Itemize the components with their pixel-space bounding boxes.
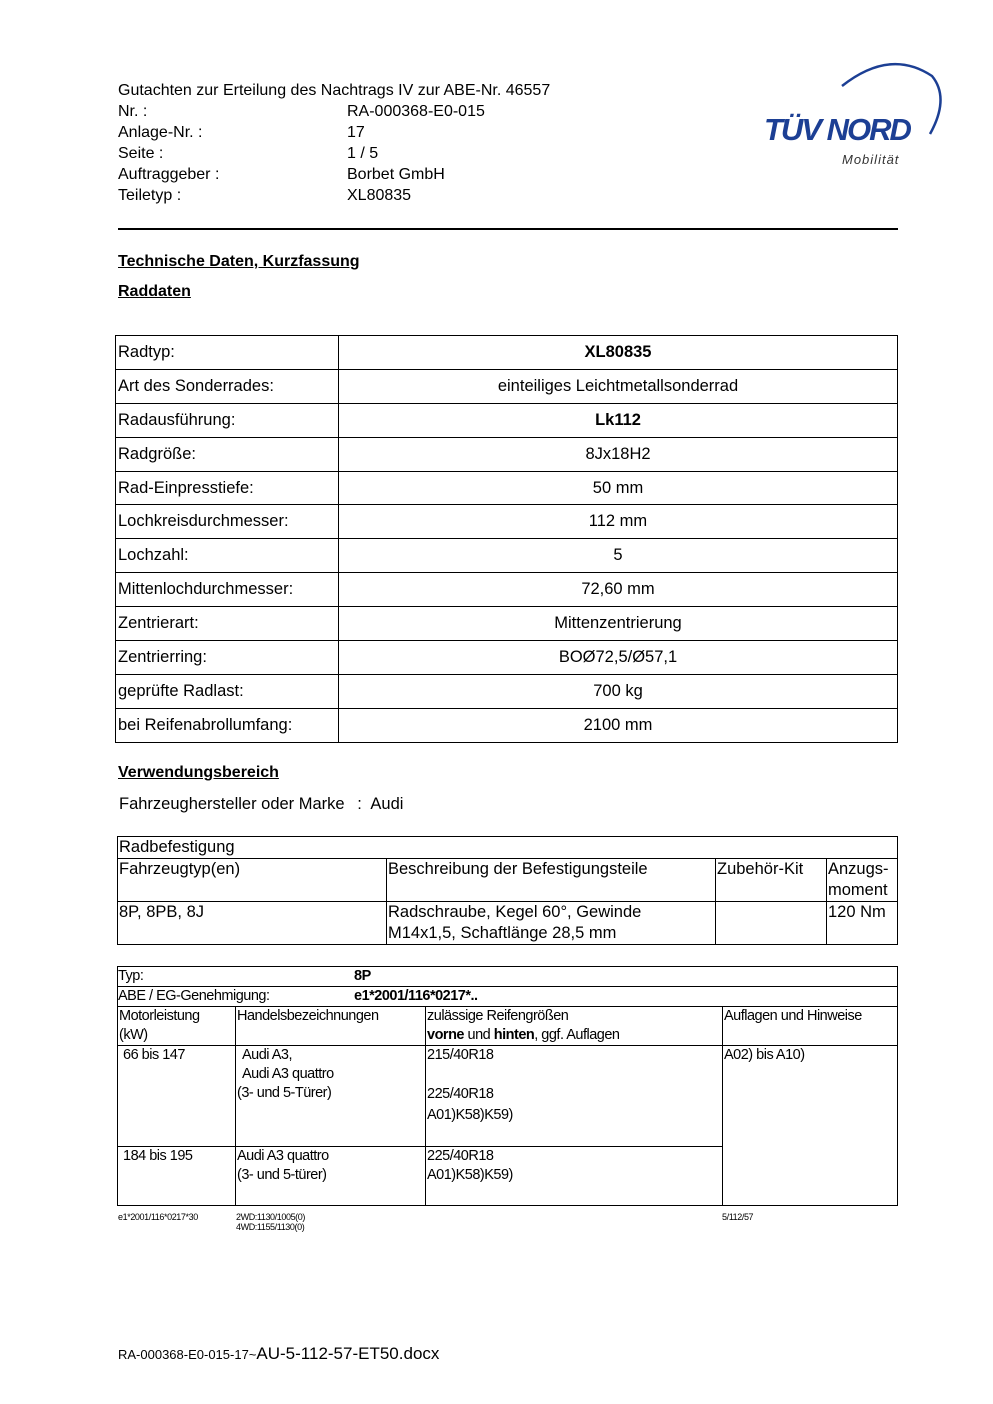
document-title: Gutachten zur Erteilung des Nachtrags IV zur ABE-Nr. 46557: [118, 82, 551, 99]
desc-line: Radschraube, Kegel 60°, Gewinde: [388, 903, 642, 921]
section-raddaten-title: Raddaten: [118, 283, 191, 300]
befestigung-table: [117, 836, 898, 945]
table-row: [116, 471, 898, 505]
raddaten-label: Mittenlochdurchmesser:: [116, 573, 339, 607]
befestigung-title: Radbefestigung: [118, 837, 898, 859]
name-line: Audi A3 quattro: [242, 1066, 334, 1082]
raddaten-value: 2100 mm: [339, 708, 898, 742]
raddaten-value: Mittenzentrierung: [339, 607, 898, 641]
name-line: Audi A3 quattro: [237, 1148, 329, 1164]
table-row: [118, 859, 898, 902]
page-footer: [118, 1344, 439, 1364]
typ-label: Typ:: [118, 968, 144, 984]
names-cell: [236, 1046, 426, 1147]
tyres-cell: [426, 1147, 723, 1206]
table-row: [118, 1046, 898, 1147]
column-header: Zubehör-Kit: [716, 859, 827, 902]
column-header: Beschreibung der Befestigungsteile: [387, 859, 716, 902]
table-row: [116, 573, 898, 607]
raddaten-label: Radtyp:: [116, 336, 339, 370]
tyre-line: A01)K58)K59): [427, 1167, 513, 1183]
header-rest: , ggf. Auflagen: [534, 1027, 620, 1043]
befestigung-beschreibung: [387, 902, 716, 945]
hersteller-value: Audi: [370, 795, 404, 813]
header-row-nr: [118, 101, 485, 122]
befestigung-moment: 120 Nm: [827, 902, 898, 945]
raddaten-value: 700 kg: [339, 674, 898, 708]
footer-prefix: RA-000368-E0-015-17~: [118, 1347, 257, 1362]
header-label: Teiletyp :: [118, 187, 182, 204]
foot-code: e1*2001/116*0217*30: [118, 1212, 198, 1222]
column-header: Fahrzeugtyp(en): [118, 859, 387, 902]
table-row: [116, 708, 898, 742]
header-line: zulässige Reifengrößen: [427, 1008, 569, 1024]
header-value: RA-000368-E0-015: [347, 103, 485, 120]
table-row: [116, 641, 898, 675]
raddaten-label: Lochzahl:: [116, 539, 339, 573]
raddaten-value: 112 mm: [339, 505, 898, 539]
raddaten-value: Lk112: [339, 403, 898, 437]
table-row: [116, 674, 898, 708]
header-label: Auftraggeber :: [118, 166, 220, 183]
header-hinten: hinten: [493, 1027, 535, 1043]
table-row: [116, 369, 898, 403]
desc-line: M14x1,5, Schaftlänge 28,5 mm: [388, 924, 617, 942]
raddaten-label: Radausführung:: [116, 403, 339, 437]
table-row: [118, 837, 898, 859]
column-header: Handelsbezeichnungen: [236, 1007, 426, 1046]
tuv-nord-logo: [760, 58, 945, 170]
typ-table: [117, 966, 898, 1206]
header-line: Motorleistung: [119, 1008, 200, 1024]
raddaten-label: Art des Sonderrades:: [116, 369, 339, 403]
tyres-cell: [426, 1046, 723, 1147]
header-value: XL80835: [347, 187, 412, 204]
header-row-teiletyp: [118, 185, 411, 206]
table-row: [118, 987, 898, 1007]
typ-row: [118, 967, 898, 987]
logo-brand-text: TÜV NORD: [764, 112, 910, 147]
tuv-nord-arc-icon: [760, 58, 945, 170]
section-verwendung-title: Verwendungsbereich: [118, 764, 279, 781]
foot-ref: 5/112/57: [722, 1212, 754, 1222]
raddaten-label: Zentrierring:: [116, 641, 339, 675]
befestigung-typen: 8P, 8PB, 8J: [118, 902, 387, 945]
kw-cell: 66 bis 147: [118, 1046, 236, 1147]
hersteller-label: Fahrzeughersteller oder Marke: [119, 795, 345, 813]
raddaten-table: [115, 335, 898, 743]
names-cell: [236, 1147, 426, 1206]
header-row-anlage: [118, 122, 365, 143]
auflagen-cell: A02) bis A10): [723, 1046, 898, 1206]
header-value: 1 / 5: [347, 145, 379, 162]
table-row: [116, 336, 898, 370]
header-und: und: [464, 1027, 494, 1043]
header-label: Nr. :: [118, 103, 148, 120]
raddaten-value: 5: [339, 539, 898, 573]
table-row: [116, 505, 898, 539]
raddaten-label: Rad-Einpresstiefe:: [116, 471, 339, 505]
table-row: [116, 403, 898, 437]
logo-sub-text: Mobilität: [842, 152, 900, 167]
name-line: (3- und 5-Türer): [237, 1085, 332, 1101]
raddaten-label: Radgröße:: [116, 437, 339, 471]
hersteller-line: [119, 795, 403, 814]
footer-file: AU-5-112-57-ET50.docx: [256, 1344, 440, 1363]
typ-value: 8P: [354, 968, 371, 984]
header-divider: [118, 228, 898, 230]
hersteller-sep: :: [357, 795, 362, 813]
header-label: Anlage-Nr. :: [118, 124, 203, 141]
tyre-line: 225/40R18: [427, 1086, 494, 1102]
header-line: moment: [828, 881, 888, 899]
raddaten-value: 50 mm: [339, 471, 898, 505]
raddaten-value: 8Jx18H2: [339, 437, 898, 471]
column-header: [827, 859, 898, 902]
table-row: [116, 607, 898, 641]
header-row-auftraggeber: [118, 164, 445, 185]
raddaten-value: einteiliges Leichtmetallsonderrad: [339, 369, 898, 403]
raddaten-label: bei Reifenabrollumfang:: [116, 708, 339, 742]
name-line: Audi A3,: [242, 1047, 293, 1063]
tyre-line: 225/40R18: [427, 1148, 494, 1164]
column-header: [426, 1007, 723, 1046]
header-value: 17: [347, 124, 365, 141]
table-row: [118, 967, 898, 987]
befestigung-kit: [716, 902, 827, 945]
foot-wd2: 4WD:1155/1130(0): [236, 1222, 305, 1232]
header-value: Borbet GmbH: [347, 166, 445, 183]
column-header: [118, 1007, 236, 1046]
raddaten-label: geprüfte Radlast:: [116, 674, 339, 708]
raddaten-label: Zentrierart:: [116, 607, 339, 641]
header-line: Anzugs-: [828, 860, 889, 878]
section-tech-title: Technische Daten, Kurzfassung: [118, 253, 360, 270]
name-line: (3- und 5-türer): [237, 1167, 327, 1183]
foot-wd1: 2WD:1130/1005(0): [236, 1212, 305, 1222]
raddaten-value: 72,60 mm: [339, 573, 898, 607]
abe-value: e1*2001/116*0217*..: [354, 988, 478, 1004]
header-row-seite: [118, 143, 378, 164]
raddaten-label: Lochkreisdurchmesser:: [116, 505, 339, 539]
tyre-line: A01)K58)K59): [427, 1107, 513, 1123]
kw-cell: 184 bis 195: [118, 1147, 236, 1206]
column-header: Auflagen und Hinweise: [723, 1007, 898, 1046]
raddaten-value: BOØ72,5/Ø57,1: [339, 641, 898, 675]
table-row: [118, 1007, 898, 1046]
raddaten-value: XL80835: [339, 336, 898, 370]
table-row: [118, 902, 898, 945]
header-label: Seite :: [118, 145, 164, 162]
abe-label: ABE / EG-Genehmigung:: [118, 988, 270, 1004]
header-line: (kW): [119, 1027, 148, 1043]
header-vorne: vorne: [427, 1027, 464, 1043]
abe-row: [118, 987, 898, 1007]
tyre-line: 215/40R18: [427, 1047, 494, 1063]
table-row: [116, 539, 898, 573]
table-row: [116, 437, 898, 471]
